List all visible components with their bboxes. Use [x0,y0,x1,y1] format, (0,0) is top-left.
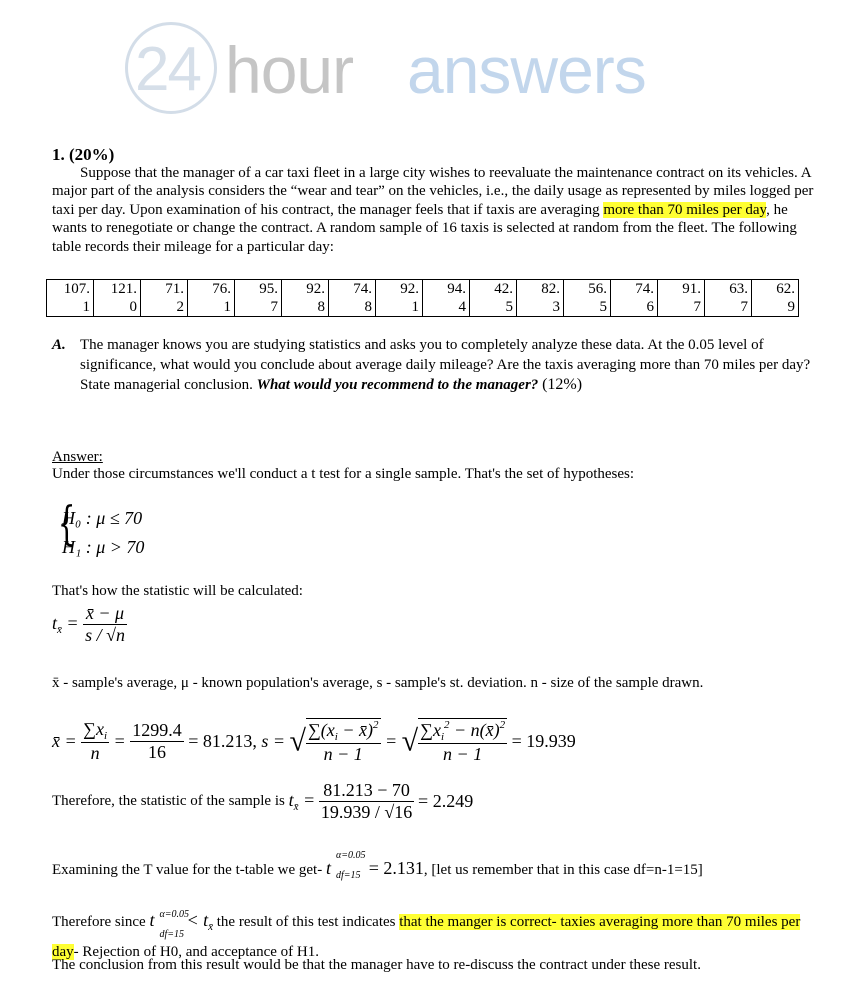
critical-value: = 2.131 [368,858,424,878]
mileage-cell [752,280,799,317]
null-hypothesis: H₀ : μ ≤ 70 [62,508,143,528]
t-formula: $t_{x̄}$ = $\frac{x̄ - \mu}{s / √n}$ [52,603,125,645]
n-value: 16 [147,742,166,762]
mileage-table [46,279,799,317]
mileage-cell-decimal: 2 [176,299,184,315]
decision-paragraph: Therefore since t α=0.05 df=15 < $t_{x̄}$ the result of this test indicates that the manger is correct- taxies averaging more than 70 miles per day- Rejection of H0, and acceptance of H1. [52,909,801,960]
t-statistic-label: Therefore, the statistic of the sample is [52,793,285,809]
mileage-cell-whole: 56. [588,281,607,297]
mileage-cell-decimal: 7 [270,299,278,315]
part-a-bold-question: What would you recommend to the manager? [256,377,539,393]
mileage-cell-whole: 42. [494,281,513,297]
since-after: - Rejection of H0, and acceptance of H1. [73,944,319,960]
mileage-cell-whole: 74. [635,281,654,297]
mileage-cell-whole: 92. [306,281,325,297]
mileage-cell-decimal: 8 [364,299,372,315]
t-numerator: 81.213 − 70 [319,780,414,802]
mileage-cell-whole: 62. [776,281,795,297]
logo-number: 24 [135,35,200,104]
mileage-cell [282,280,329,317]
mileage-cell [329,280,376,317]
site-logo [125,22,685,107]
critical-value-line: Examining the T value for the t-table we get- t α=0.05 df=15 = 2.131, [let us remember that in this case df=n-1=15] [52,850,703,881]
t-denominator: 19.939 / √16 [320,802,413,822]
logo-answers-text: answers [407,33,646,107]
mileage-cell-whole: 107. [63,281,90,297]
mileage-cell-whole: 63. [729,281,748,297]
mileage-cell [188,280,235,317]
mileage-cell [564,280,611,317]
since-before: Therefore since [52,914,146,930]
answer-label: Answer: [52,449,103,465]
mileage-row [47,280,799,317]
conclusion: The conclusion from this result would be that the manager have to re-discuss the contract under these result. [52,957,701,973]
mileage-cell [470,280,517,317]
mileage-cell [141,280,188,317]
df-label: df=15 [335,870,361,881]
mileage-cell-whole: 82. [541,281,560,297]
mileage-cell-whole: 71. [165,281,184,297]
question-text-after: , he wants to renegotiate or change the contract. A random sample of 16 taxis is selected at random from the fleet. The following table records their mileage for a particular day: [52,201,797,255]
mileage-cell [94,280,141,317]
alpha-label: α=0.05 [335,850,366,861]
mileage-cell-decimal: 3 [552,299,560,315]
variable-legend: x̄ - sample's average, μ - known population's average, s - sample's st. deviation. n - size of the sample drawn. [52,675,704,691]
mileage-cell [47,280,94,317]
sd-value: = 19.939 [511,731,576,751]
mileage-cell-decimal: 6 [646,299,654,315]
mileage-cell-whole: 121. [110,281,137,297]
mileage-cell-decimal: 0 [129,299,137,315]
mileage-cell [658,280,705,317]
since-highlight: that the manger is correct- taxies averaging more than 70 miles per day [52,914,801,960]
remember-text: , [let us remember that in this case df=n-1=15] [423,862,703,878]
mean-value: = 81.213, [188,731,257,751]
part-a-letter: A. [52,337,66,353]
mileage-cell-decimal: 5 [505,299,513,315]
part-a [52,335,822,395]
mileage-cell-decimal: 5 [599,299,607,315]
question-paragraph [52,164,824,256]
mileage-cell-decimal: 4 [458,299,466,315]
mileage-cell [423,280,470,317]
statistic-intro: That's how the statistic will be calculated: [52,583,303,599]
mileage-cell-whole: 94. [447,281,466,297]
mileage-cell-whole: 74. [353,281,372,297]
part-a-weight: (12%) [542,376,583,393]
t-statistic-line: Therefore, the statistic of the sample is $t_{x̄}$ = $\frac{81.213 - 70}{19.939 / √16}$ = 2.249 [52,780,474,822]
mileage-cell-whole: 95. [259,281,278,297]
mileage-cell [611,280,658,317]
mileage-cell-decimal: 7 [693,299,701,315]
mileage-cell [705,280,752,317]
part-a-text: The manager knows you are studying statistics and asks you to completely analyze these data. At the 0.05 level of significance, what would you conclude about average daily mileage? Are the taxis averaging more than 70 miles per day? State managerial conclusion. [80,337,811,393]
mileage-cell-decimal: 9 [787,299,795,315]
sum-value: 1299.4 [132,720,182,740]
mileage-cell-whole: 76. [212,281,231,297]
examine-text: Examining the T value for the t-table we get- [52,862,323,878]
mileage-cell-decimal: 1 [411,299,419,315]
mean-sd-formula: x̄ = $\frac{\sum x_i}{n}$ = $\frac{1299.4}{16}$ = 81.213, s = √ $\frac{\sum(x_i - x̄)^2}{n - 1}$ = √ $\frac{\sum x_i^2 - n(x̄)^2}{n - 1}$ = 19.939 [52,719,576,764]
mileage-cell-whole: 92. [400,281,419,297]
mileage-cell [517,280,564,317]
mileage-cell-decimal: 7 [740,299,748,315]
since-mid: the result of this test indicates [216,914,396,930]
question-text-before: Suppose that the manager of a car taxi fleet in a large city wishes to reevaluate the maintenance contract on its vehicles. A major part of the analysis considers the “wear and tear” on the vehicles, i.e., the daily usage as represented by miles logged per taxi per day. Upon examination of his contract, the manager feels that if taxis are averaging [52,165,814,218]
mileage-cell-whole: 91. [682,281,701,297]
mileage-cell [235,280,282,317]
alternative-hypothesis: H₁ : μ > 70 [62,537,145,557]
mileage-cell-decimal: 8 [317,299,325,315]
question-heading: 1. (20%) [52,145,115,164]
mileage-cell-decimal: 1 [82,299,90,315]
logo-hour-text: hour [225,33,354,107]
t-value: = 2.249 [418,791,474,811]
question-highlight: more than 70 miles per day [603,201,767,218]
mileage-cell-decimal: 1 [223,299,231,315]
mileage-cell [376,280,423,317]
answer-intro: Under those circumstances we'll conduct a t test for a single sample. That's the set of hypotheses: [52,466,635,482]
